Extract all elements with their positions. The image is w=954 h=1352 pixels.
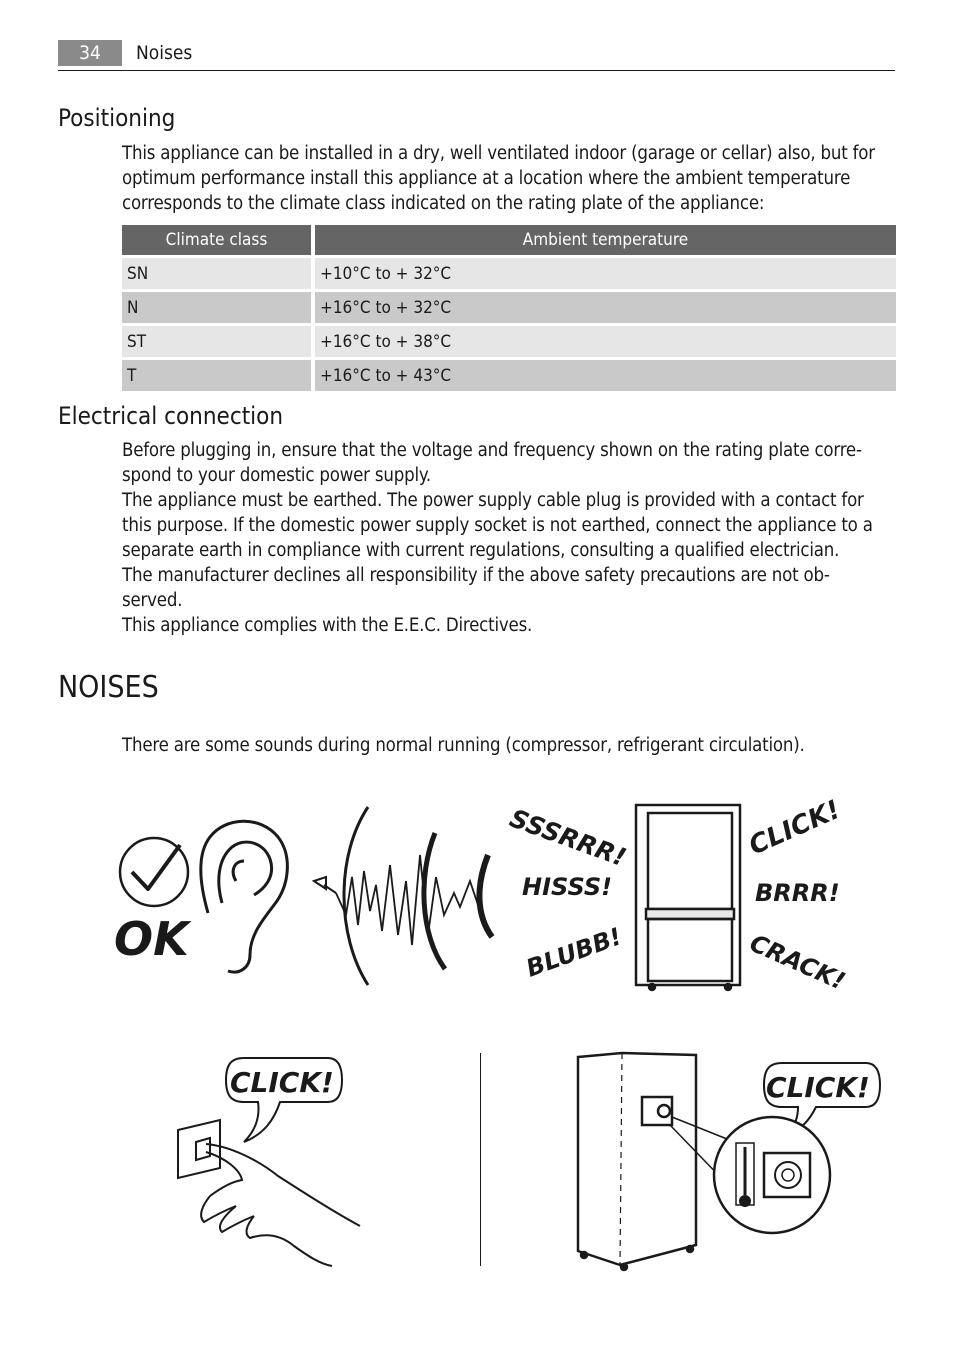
ear-icon: [201, 821, 288, 972]
running-title: Noises: [136, 42, 193, 64]
climate-class-cell: N: [122, 292, 315, 323]
normal-noises-illustration: [100, 785, 870, 1005]
positioning-heading: Positioning: [58, 104, 176, 132]
thermostat-click-illustration: [570, 1045, 890, 1275]
ambient-temperature-cell: +16°C to + 43°C: [315, 360, 896, 391]
noises-heading: NOISES: [58, 670, 159, 705]
hand-icon: [201, 1144, 360, 1266]
sound-effect-hisss: HISSS!: [522, 873, 613, 901]
ambient-temperature-cell: +16°C to + 38°C: [315, 326, 896, 357]
electrical-text-line: The manufacturer declines all responsibility if the above safety precautions are not ob-: [122, 565, 830, 586]
electrical-text-line: This appliance complies with the E.E.C. Directives.: [122, 615, 533, 636]
header-rule: [58, 70, 895, 71]
table-row: [122, 292, 896, 323]
checkmark-icon: [120, 838, 188, 906]
climate-class-cell: SN: [122, 258, 315, 289]
electrical-text-line: Before plugging in, ensure that the voltage and frequency shown on the rating plate corre-: [122, 440, 862, 461]
electrical-connection-text: [122, 438, 912, 638]
table-row: [122, 258, 896, 289]
positioning-intro-line: This appliance can be installed in a dry, well ventilated indoor (garage or cellar) also, but for: [122, 143, 875, 164]
electrical-text-line: served.: [122, 590, 183, 611]
thermostat-click-label: CLICK!: [766, 1071, 870, 1104]
climate-class-cell: T: [122, 360, 315, 391]
climate-class-table: [122, 222, 896, 394]
wall-switch-icon: [178, 1120, 220, 1178]
page-number: 34: [58, 40, 122, 66]
electrical-connection-heading: Electrical connection: [58, 402, 284, 430]
column-header-ambient-temperature: Ambient temperature: [315, 225, 896, 255]
table-row: [122, 326, 896, 357]
illustration-divider: [480, 1053, 481, 1266]
sound-effect-crack: CRACK!: [745, 928, 850, 996]
table-row: [122, 360, 896, 391]
sound-wave-icon: [314, 807, 492, 985]
electrical-text-line: spond to your domestic power supply.: [122, 465, 431, 486]
positioning-intro: [122, 141, 912, 216]
ambient-temperature-cell: +10°C to + 32°C: [315, 258, 896, 289]
fridge-freezer-icon: [636, 805, 740, 990]
sound-effect-sssrrr: SSSRRR!: [505, 803, 630, 873]
switch-click-label: CLICK!: [230, 1066, 334, 1099]
sound-effect-blubb: BLUBB!: [522, 922, 626, 983]
electrical-text-line: The appliance must be earthed. The power supply cable plug is provided with a contact for: [122, 490, 864, 511]
climate-class-cell: ST: [122, 326, 315, 357]
positioning-intro-line: corresponds to the climate class indicated on the rating plate of the appliance:: [122, 193, 765, 214]
ambient-temperature-cell: +16°C to + 32°C: [315, 292, 896, 323]
column-header-climate-class: Climate class: [122, 225, 315, 255]
electrical-text-line: this purpose. If the domestic power supply socket is not earthed, connect the appliance to a: [122, 515, 873, 536]
sound-effect-click: CLICK!: [744, 794, 845, 862]
thermostat-detail-icon: [714, 1117, 830, 1233]
refrigerator-icon: [578, 1053, 696, 1270]
electrical-text-line: separate earth in compliance with current regulations, consulting a qualified electrician.: [122, 540, 840, 561]
switch-click-illustration: [170, 1050, 370, 1270]
positioning-intro-line: optimum performance install this appliance at a location where the ambient temperature: [122, 168, 851, 189]
sound-effect-brrr: BRRR!: [755, 879, 840, 907]
table-header-row: [122, 225, 896, 255]
noises-intro: There are some sounds during normal running (compressor, refrigerant circulation).: [122, 735, 805, 756]
ok-label: OK: [114, 912, 189, 966]
